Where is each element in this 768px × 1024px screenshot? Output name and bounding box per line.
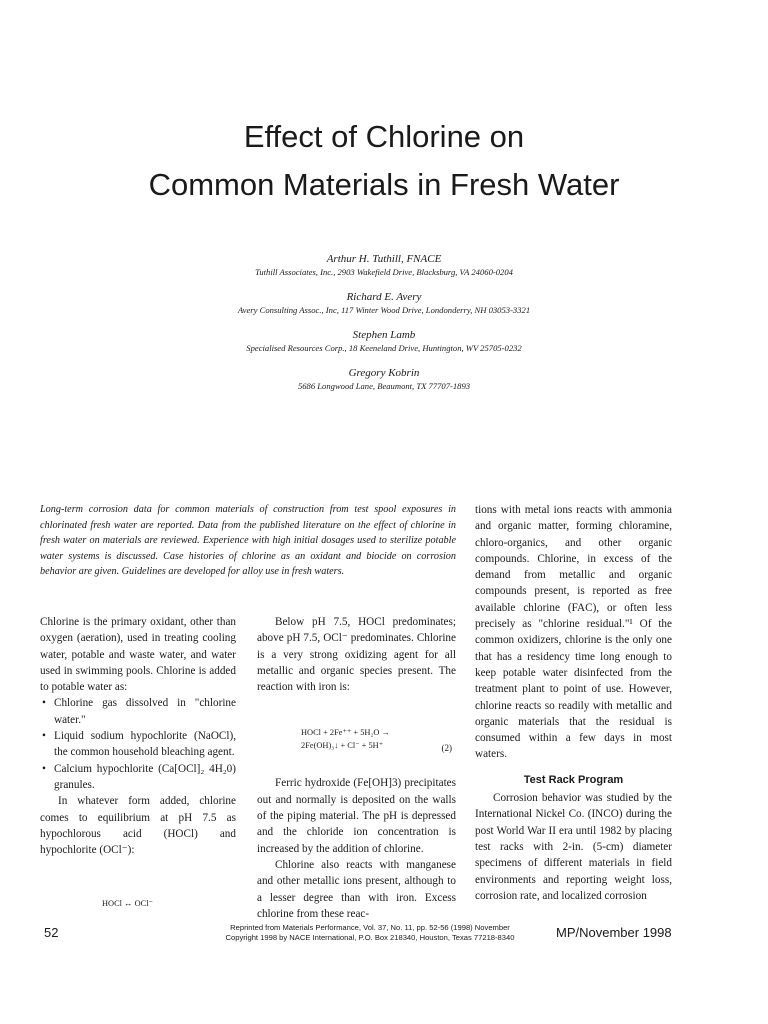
copyright-line: Copyright 1998 by NACE International, P.O. Box 218340, Houston, Texas 77218-8340 [225,933,515,942]
author-name: Gregory Kobrin [348,367,420,379]
equation-2-line-2: 2Fe(OH)₃↓ + Cl⁻ + 5H⁺ [301,741,384,751]
equation-1: HOCl ↔ OCl⁻ [102,899,153,909]
author-affiliation: Specialised Resources Corp., 18 Keeneland Drive, Huntington, WV 25705-0232 [246,343,522,353]
bullet-item: • Chlorine gas dissolved in "chlorine water." [40,695,236,728]
author-name: Arthur H. Tuthill, FNACE [326,253,442,265]
section-heading: Test Rack Program [523,773,624,786]
paragraph: Chlorine also reacts with manganese and other metallic ions present, although to a lesser degree than with iron. Excess chlorine from these reac- [257,858,456,920]
bullet-item: • Liquid sodium hypochlorite (NaOCl), the common household bleaching agent. [40,728,236,761]
equation-2-line-1: HOCl + 2Fe⁺⁺ + 5H₂O → [301,728,390,738]
page-number: 52 [44,925,59,940]
article-title-line-1: Effect of Chlorine on [243,119,525,154]
paragraph: Below pH 7.5, HOCl predominates; above pH 7.5, OCl⁻ predominates. Chlorine is a very strong oxidizing agent for all metallic and organic species present. The reaction with iron is: [257,616,456,694]
reprint-notice [150,923,590,943]
article-title-line-2: Common Materials in Fresh Water [148,167,620,202]
author-affiliation: 5686 Longwood Lane, Beaumont, TX 77707-1893 [297,381,471,391]
body-column-2 [257,614,456,922]
paragraph: Corrosion behavior was studied by the International Nickel Co. (INCO) during the post World War II era until 1982 by placing test racks with 2-in. (5-cm) diameter specimens of different materials in field environments and reporting weight loss, corrosion rate, and localized corrosion [475,792,672,902]
body-column-1 [40,614,236,910]
bullet-list [40,695,236,793]
paragraph: In whatever form added, chlorine comes to equilibrium at pH 7.5 as hypochlorous acid (HOCl) and hypochlorite (OCl⁻): [40,795,236,857]
equation-2 [257,695,456,775]
author-name: Richard E. Avery [346,291,422,303]
bullet-item: • Calcium hypochlorite (Ca[OCl]₂ 4H₂0) granules. [40,761,236,794]
reprint-line: Reprinted from Materials Performance, Vol. 37, No. 11, pp. 52-56 (1998) November [230,923,510,932]
abstract: Long-term corrosion data for common materials of construction from test spool exposures in chlorinated fresh water are reported. Data from the published literature on the effect of chlorine in fresh water on materials are reviewed. Experience with high initial dosages used to sterilize potable water systems is discussed. Case histories of chlorine as an oxidant and biocide on corrosion behavior are given. Guidelines are developed for alloy use in fresh waters. [40,504,456,578]
author-affiliation: Avery Consulting Assoc., Inc, 117 Winter Wood Drive, Londonderry, NH 03053-3321 [237,305,531,315]
author-affiliation: Tuthill Associates, Inc., 2903 Wakefield Drive, Blacksburg, VA 24060-0204 [255,267,513,277]
author-name: Stephen Lamb [352,329,416,341]
equation-number: (2) [441,743,452,754]
body-column-3 [475,502,672,904]
issue-label: MP/November 1998 [556,925,672,940]
paragraph: Chlorine is the primary oxidant, other than oxygen (aeration), used in treating cooling water, potable and waste water, and water used in swimming pools. Chlorine is added to potable water as: [40,616,236,694]
paragraph: Ferric hydroxide (Fe[OH]3) precipitates out and normally is deposited on the walls of the piping material. The pH is depressed and the chloride ion concentration is increased by the addition of chlorine. [257,777,456,855]
paragraph: tions with metal ions reacts with ammonia and organic matter, forming chloramine, chloro-organics, and other organic compounds. Chlorine, in excess of the demand from metallic and organic compounds present, is reported as free available chlorine (FAC), or often less precisely as "chlorine residual."¹ Of the common oxidizers, chlorine is the only one that has a residency time long enough to keep potable water disinfected from the treatment plant to point of use. However, chlorine reacts so readily with metallic and organic materials that the residual is consumed within a few days in most waters. [475,504,672,761]
